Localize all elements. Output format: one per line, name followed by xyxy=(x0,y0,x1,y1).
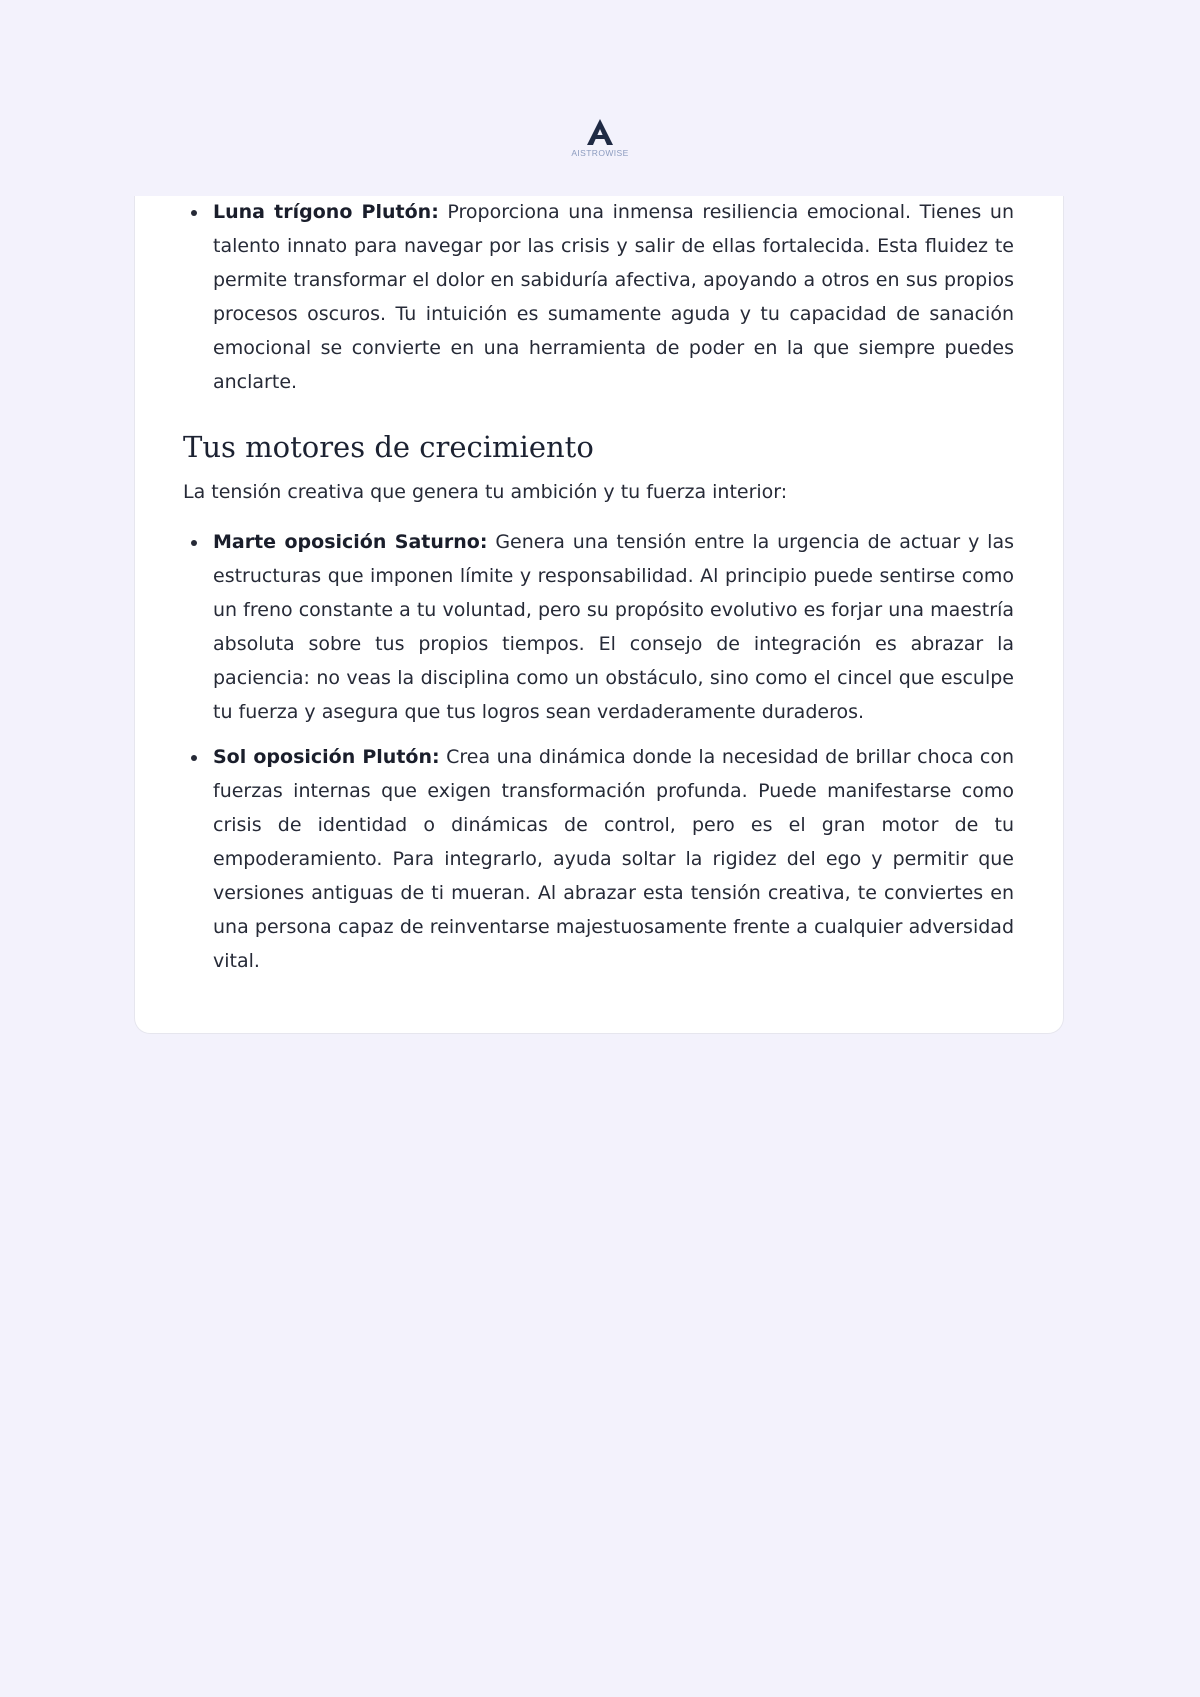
aspect-term: Marte oposición Saturno: xyxy=(213,531,488,553)
aspect-list-harmonious xyxy=(183,195,1014,399)
aspect-term: Sol oposición Plutón: xyxy=(213,746,440,768)
section-title: Tus motores de crecimiento xyxy=(183,430,594,464)
aspect-term: Luna trígono Plutón: xyxy=(213,201,439,223)
brand-logo xyxy=(0,118,1200,158)
section-intro: La tensión creativa que genera tu ambición y tu fuerza interior: xyxy=(183,481,788,503)
list-item xyxy=(183,740,1014,978)
aspect-description: Crea una dinámica donde la necesidad de brillar choca con fuerzas internas que exigen transformación profunda. Puede manifestarse como crisis de identidad o dinámicas de control, pero es el gran motor de tu empoderamiento. Para integrarlo, ayuda soltar la rigidez del ego y permitir que versiones antiguas de ti mueran. Al abrazar esta tensión creativa, te conviertes en una persona capaz de reinventarse majestuosamente frente a cualquier adversidad vital. xyxy=(213,746,1015,972)
content-card xyxy=(134,196,1064,1034)
letter-a-logo-icon xyxy=(585,118,615,146)
list-item xyxy=(183,525,1014,729)
brand-name: AISTROWISE xyxy=(571,148,629,158)
list-item xyxy=(183,195,1014,399)
aspect-list-growth xyxy=(183,525,1014,978)
aspect-description: Genera una tensión entre la urgencia de actuar y las estructuras que imponen límite y responsabilidad. Al principio puede sentirse como un freno constante a tu voluntad, pero su propósito evolutivo es forjar una maestría absoluta sobre tus propios tiempos. El consejo de integración es abrazar la paciencia: no veas la disciplina como un obstáculo, sino como el cincel que esculpe tu fuerza y asegura que tus logros sean verdaderamente duraderos. xyxy=(213,531,1015,723)
aspect-description: Proporciona una inmensa resiliencia emocional. Tienes un talento innato para navegar por las crisis y salir de ellas fortalecida. Esta fluidez te permite transformar el dolor en sabiduría afectiva, apoyando a otros en sus propios procesos oscuros. Tu intuición es sumamente aguda y tu capacidad de sanación emocional se convierte en una herramienta de poder en la que siempre puedes anclarte. xyxy=(213,201,1014,393)
